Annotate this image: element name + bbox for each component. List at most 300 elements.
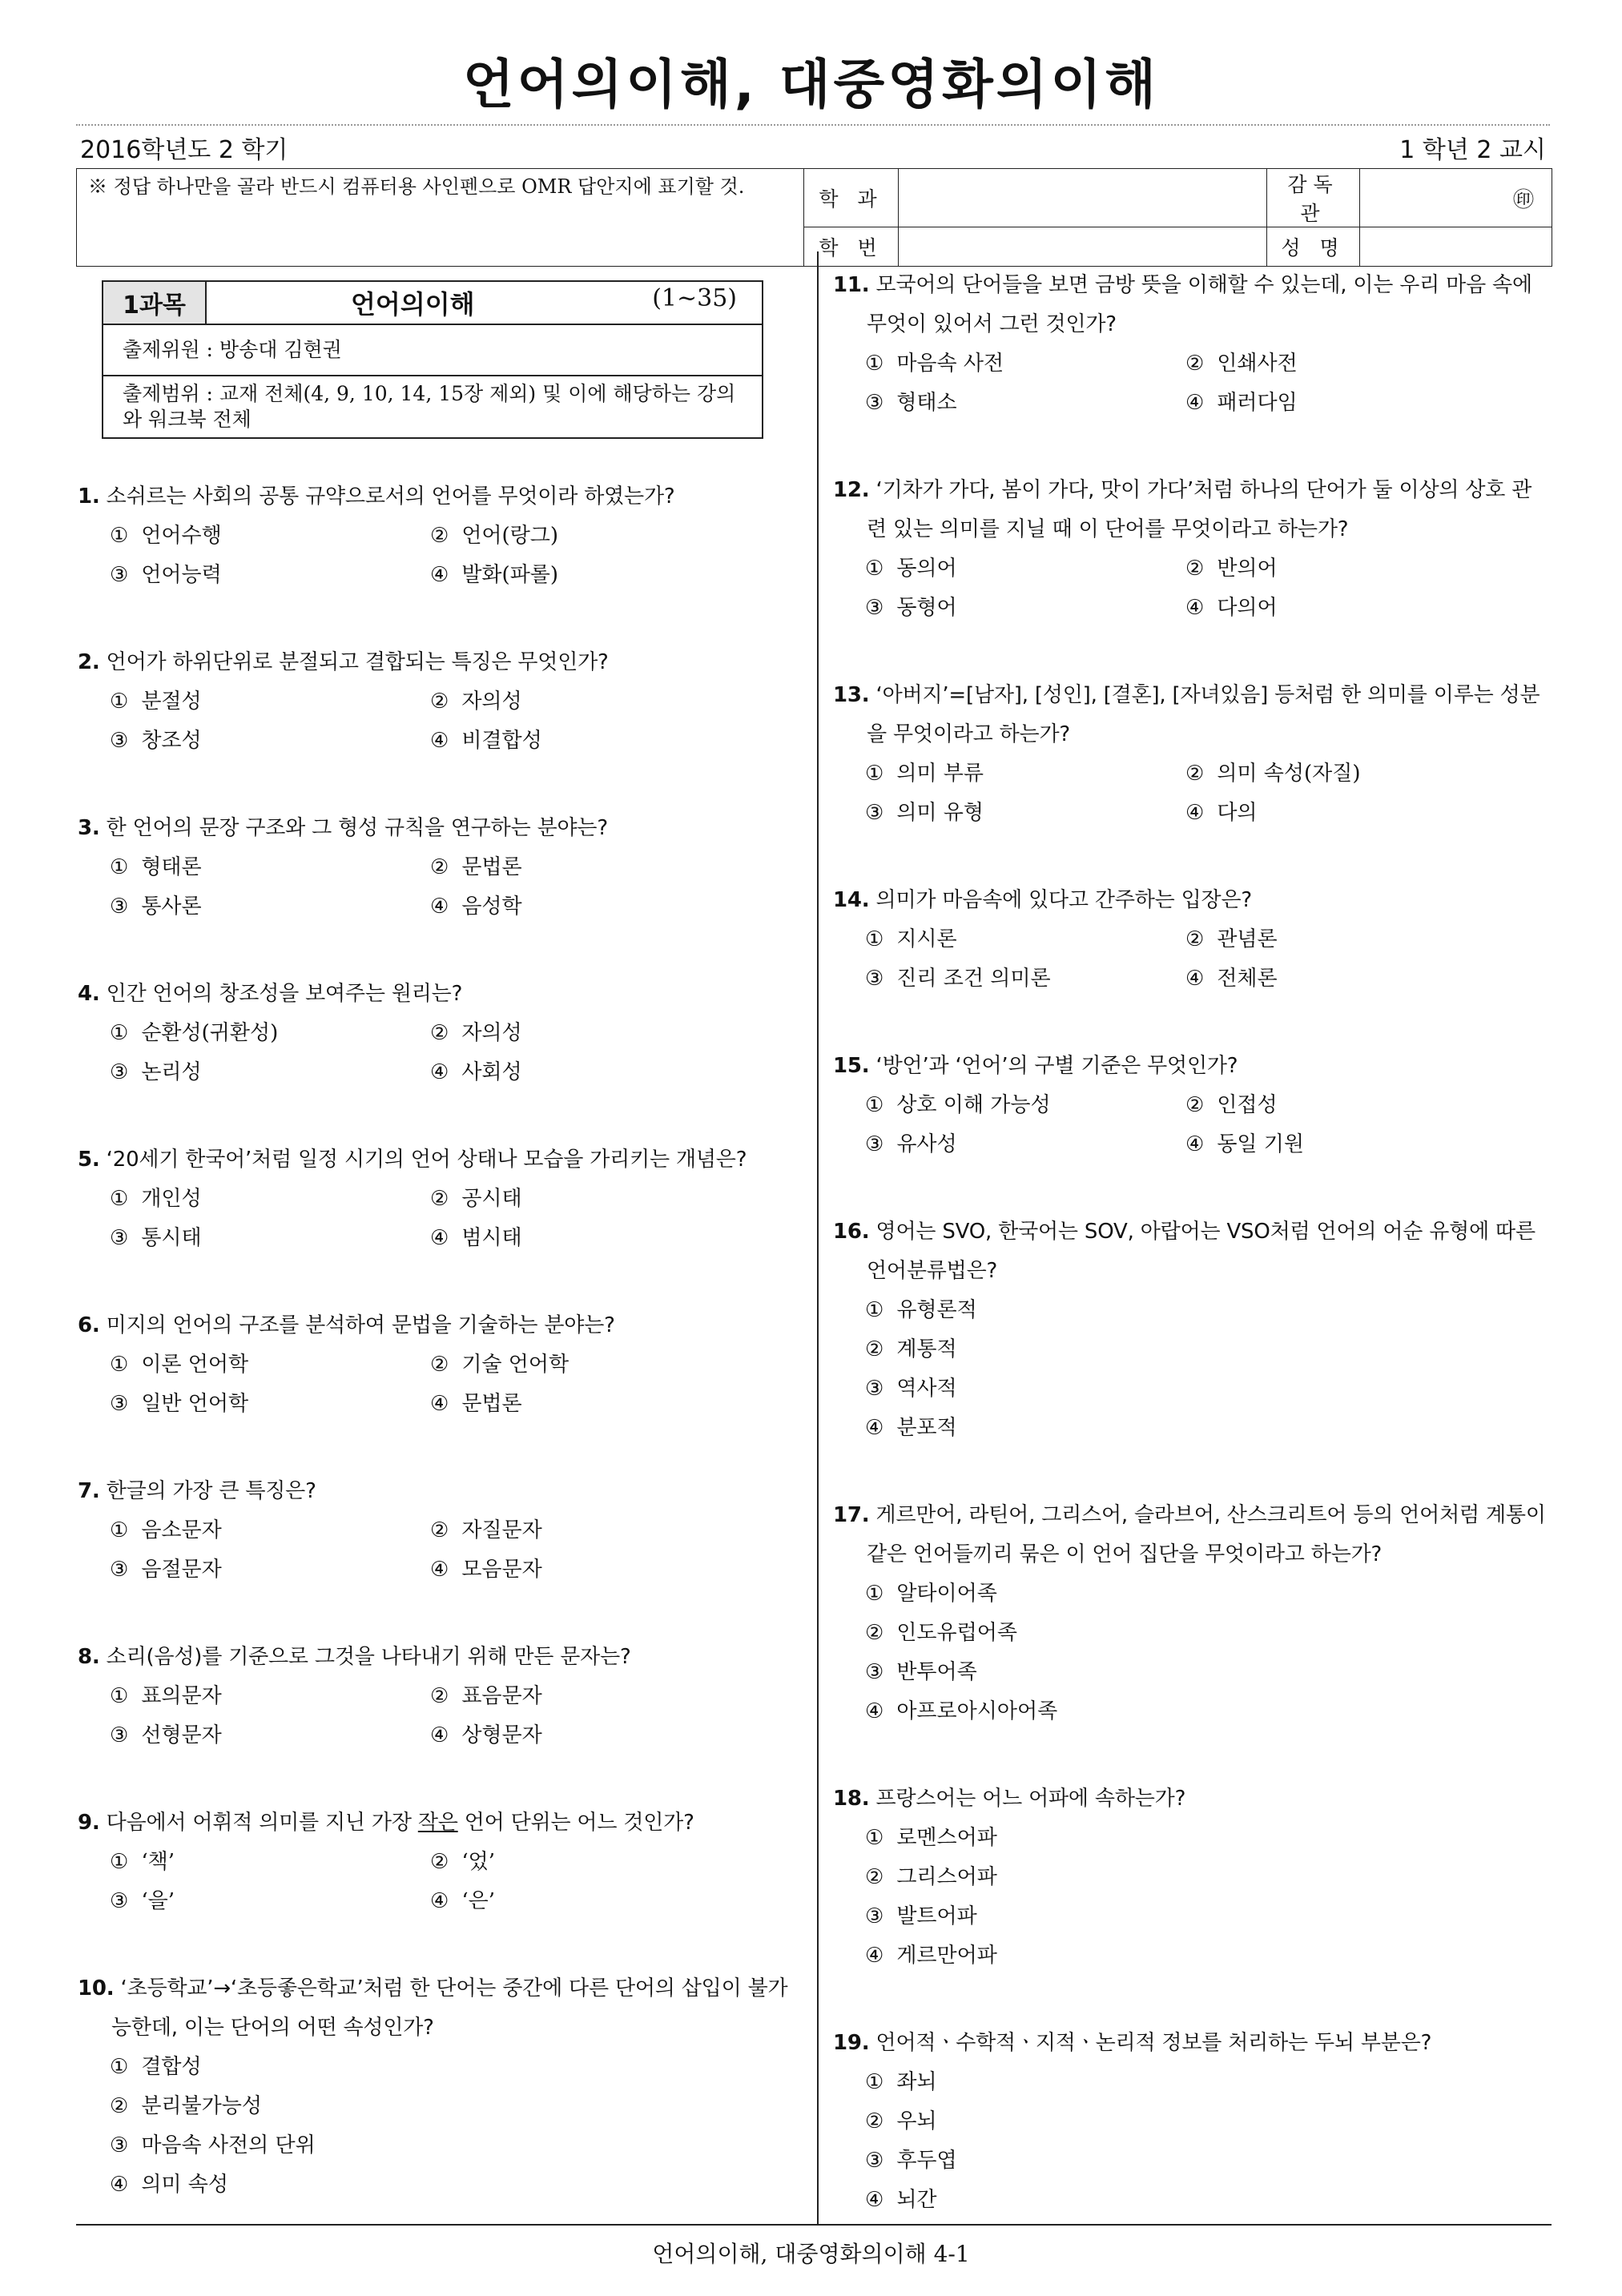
answer-option[interactable] [430, 1511, 751, 1550]
option-marker: ④ [1185, 967, 1205, 991]
option-text: 범시태 [461, 1226, 522, 1250]
option-text: 패러다임 [1217, 391, 1298, 415]
question-text: ‘기차가 가다, 봄이 가다, 맛이 가다’처럼 하나의 단어가 둘 이상의 상호 관련 있는 의미를 지닐 때 이 단어를 무엇이라고 하는가? [867, 478, 1532, 541]
option-text: 그리스어파 [896, 1865, 997, 1889]
option-marker: ③ [865, 596, 884, 620]
option-text: ‘을’ [141, 1889, 175, 1913]
option-text: 우뇌 [896, 2109, 937, 2133]
question-item [78, 1969, 799, 2205]
question-item [833, 676, 1550, 833]
question-item [833, 1496, 1550, 1731]
name-label: 성 명 [1267, 227, 1360, 267]
subject-box [102, 280, 763, 439]
answer-options [833, 920, 1550, 999]
answer-option[interactable] [1185, 754, 1506, 794]
option-marker: ③ [110, 1889, 129, 1913]
student-id-field[interactable] [899, 227, 1267, 267]
option-marker: ④ [430, 1558, 449, 1582]
answer-options [78, 1014, 799, 1092]
question-text: 언어가 하위단위로 분절되고 결합되는 특징은 무엇인가? [106, 650, 609, 674]
answer-option[interactable] [865, 1614, 1346, 1653]
subject-scope: 출제범위 : 교재 전체(4, 9, 10, 14, 15장 제외) 및 이에 해당하는 강의와 워크북 전체 [103, 376, 763, 438]
option-text: 동일 기원 [1217, 1132, 1305, 1156]
option-marker: ① [865, 2070, 884, 2094]
option-text: 언어수행 [141, 524, 222, 548]
answer-option[interactable] [430, 517, 751, 556]
answer-option[interactable] [110, 1843, 430, 1882]
option-text: 통사론 [141, 895, 202, 919]
answer-option[interactable] [865, 2102, 1346, 2141]
option-text: ‘책’ [141, 1850, 175, 1874]
question-text: 의미가 마음속에 있다고 간주하는 입장은? [875, 888, 1252, 912]
option-text: 좌뇌 [896, 2070, 937, 2094]
option-text: 형태론 [141, 855, 202, 879]
answer-option[interactable] [865, 2141, 1346, 2181]
option-text: 사회성 [461, 1060, 522, 1084]
answer-options [78, 1180, 799, 1258]
option-text: 문법론 [461, 855, 522, 879]
question-stem [833, 266, 1550, 344]
question-item [78, 1472, 799, 1590]
option-text: 동형어 [896, 596, 957, 620]
option-marker: ② [430, 1850, 449, 1874]
question-number: 17. [833, 1503, 870, 1527]
option-marker: ④ [865, 1944, 884, 1968]
answer-option[interactable] [110, 1219, 430, 1258]
answer-option[interactable] [110, 1014, 430, 1053]
question-number: 19. [833, 2031, 870, 2055]
question-stem [78, 1472, 799, 1511]
option-marker: ④ [1185, 391, 1205, 415]
option-marker: ② [430, 1187, 449, 1211]
option-marker: ③ [865, 801, 884, 825]
question-item [78, 1803, 799, 1921]
option-text: 계통적 [896, 1337, 957, 1361]
answer-option[interactable] [110, 2048, 590, 2087]
answer-option[interactable] [110, 2126, 590, 2165]
option-marker: ③ [110, 1723, 129, 1747]
option-text: 분포적 [896, 1416, 957, 1440]
answer-option[interactable] [110, 1550, 430, 1590]
option-marker: ④ [430, 1060, 449, 1084]
answer-option[interactable] [1185, 920, 1506, 959]
question-stem [78, 1306, 799, 1345]
question-item [78, 975, 799, 1092]
answer-option[interactable] [1185, 344, 1506, 384]
answer-option[interactable] [865, 1897, 1346, 1936]
answer-option[interactable] [430, 682, 751, 722]
answer-option[interactable] [1185, 549, 1506, 589]
answer-options [833, 754, 1550, 833]
option-text: 의미 부류 [896, 762, 984, 786]
answer-option[interactable] [865, 794, 1185, 833]
answer-option[interactable] [110, 1677, 430, 1716]
answer-option[interactable] [865, 2063, 1346, 2102]
option-text: 표음문자 [461, 1684, 542, 1708]
question-number: 8. [78, 1645, 100, 1669]
option-marker: ④ [430, 1226, 449, 1250]
right-column [833, 266, 1550, 2268]
answer-option[interactable] [110, 722, 430, 761]
answer-option[interactable] [865, 959, 1185, 999]
answer-options [78, 1677, 799, 1755]
answer-option[interactable] [1185, 1125, 1506, 1164]
question-stem [78, 477, 799, 517]
answer-options [78, 682, 799, 761]
answer-option[interactable] [865, 1858, 1346, 1897]
option-text: 음성학 [461, 895, 522, 919]
question-item [78, 1638, 799, 1755]
answer-options [78, 1511, 799, 1590]
option-text: 관념론 [1217, 927, 1278, 951]
option-text: 공시태 [461, 1187, 522, 1211]
option-marker: ③ [865, 1660, 884, 1684]
answer-option[interactable] [865, 1936, 1346, 1976]
answer-option[interactable] [430, 1180, 751, 1219]
question-item [833, 881, 1550, 999]
option-text: 상호 이해 가능성 [896, 1093, 1051, 1117]
question-stem [833, 1212, 1550, 1291]
question-item [833, 1212, 1550, 1448]
answer-options [833, 1086, 1550, 1164]
option-marker: ① [110, 1850, 129, 1874]
option-text: 인쇄사전 [1217, 352, 1298, 376]
option-marker: ② [1185, 557, 1205, 581]
answer-option[interactable] [865, 1086, 1185, 1125]
question-stem [78, 1638, 799, 1677]
answer-option[interactable] [430, 1843, 751, 1882]
question-number: 3. [78, 816, 100, 840]
answer-option[interactable] [110, 1053, 430, 1092]
option-text: 언어능력 [141, 563, 222, 587]
option-text: 창조성 [141, 729, 202, 753]
answer-option[interactable] [1185, 589, 1506, 628]
answer-option[interactable] [865, 1409, 1346, 1448]
option-marker: ④ [865, 2188, 884, 2212]
column-divider [817, 251, 819, 2226]
option-marker: ③ [110, 1060, 129, 1084]
option-text: 알타이어족 [896, 1582, 997, 1606]
question-text: 미지의 언어의 구조를 분석하여 문법을 기술하는 분야는? [106, 1313, 615, 1337]
omr-notice: ※ 정답 하나만을 골라 반드시 컴퓨터용 사인펜으로 OMR 답안지에 표기할 것. [77, 169, 804, 267]
option-marker: ③ [865, 391, 884, 415]
question-number: 9. [78, 1811, 100, 1835]
answer-option[interactable] [1185, 384, 1506, 423]
answer-option[interactable] [865, 2181, 1346, 2220]
option-text: 반투어족 [896, 1660, 977, 1684]
option-marker: ④ [1185, 801, 1205, 825]
answer-options [78, 848, 799, 927]
option-marker: ④ [430, 1889, 449, 1913]
answer-option[interactable] [430, 1550, 751, 1590]
answer-options [833, 549, 1550, 628]
option-text: 게르만어파 [896, 1944, 997, 1968]
answer-option[interactable] [110, 682, 430, 722]
question-text: ‘초등학교’→‘초등좋은학교’처럼 한 단어는 중간에 다른 단어의 삽입이 불가능한데, 이는 단어의 어떤 속성인가? [111, 1976, 788, 2040]
question-stem [833, 1779, 1550, 1819]
answer-option[interactable] [1185, 1086, 1506, 1125]
question-stem [833, 1047, 1550, 1086]
question-text: 소리(음성)를 기준으로 그것을 나타내기 위해 만든 문자는? [106, 1645, 631, 1669]
answer-option[interactable] [110, 1385, 430, 1424]
question-text: ‘20세기 한국어’처럼 일정 시기의 언어 상태나 모습을 가리키는 개념은? [106, 1148, 747, 1172]
question-text: 게르만어, 라틴어, 그리스어, 슬라브어, 산스크리트어 등의 언어처럼 계통이 같은 언어들끼리 묶은 이 언어 집단을 무엇이라고 하는가? [867, 1503, 1546, 1566]
dept-label: 학 과 [804, 169, 899, 227]
answer-options [833, 344, 1550, 423]
option-marker: ① [110, 2055, 129, 2079]
option-marker: ① [865, 1582, 884, 1606]
option-marker: ② [865, 1865, 884, 1889]
option-text: 통시태 [141, 1226, 202, 1250]
answer-option[interactable] [110, 2087, 590, 2126]
student-info-table [76, 168, 1552, 267]
option-text: 분리불가능성 [141, 2094, 263, 2118]
option-text: 문법론 [461, 1392, 522, 1416]
answer-options [833, 1819, 1550, 1976]
question-text: 한글의 가장 큰 특징은? [106, 1479, 316, 1503]
option-text: 자질문자 [461, 1518, 542, 1542]
answer-option[interactable] [865, 1291, 1346, 1330]
option-text: 발트어파 [896, 1904, 977, 1928]
question-number: 18. [833, 1787, 870, 1811]
question-number: 14. [833, 888, 870, 912]
answer-option[interactable] [430, 1219, 751, 1258]
question-number: 12. [833, 478, 870, 502]
answer-option[interactable] [1185, 794, 1506, 833]
question-number: 2. [78, 650, 100, 674]
answer-options [833, 2063, 1550, 2220]
option-marker: ① [865, 1298, 884, 1322]
exam-title: 언어의이해, 대중영화의이해 [462, 54, 1160, 115]
option-text: 자의성 [461, 690, 522, 714]
question-item [78, 809, 799, 927]
option-marker: ④ [1185, 1132, 1205, 1156]
question-number: 4. [78, 982, 100, 1006]
option-marker: ② [1185, 352, 1205, 376]
answer-option[interactable] [110, 1180, 430, 1219]
option-text: 역사적 [896, 1377, 957, 1401]
left-column [78, 264, 799, 2253]
answer-option[interactable] [865, 920, 1185, 959]
answer-options [78, 517, 799, 595]
answer-option[interactable] [865, 1653, 1346, 1692]
option-text: 로멘스어파 [896, 1826, 997, 1850]
option-marker: ③ [110, 895, 129, 919]
question-item [833, 471, 1550, 628]
option-marker: ① [110, 855, 129, 879]
subject-examiner: 출제위원 : 방송대 김현권 [103, 324, 763, 376]
question-number: 7. [78, 1479, 100, 1503]
option-marker: ④ [110, 2173, 129, 2197]
answer-option[interactable] [110, 1882, 430, 1921]
option-text: 마음속 사전 [896, 352, 1004, 376]
answer-option[interactable] [110, 2165, 590, 2205]
option-text: 뇌간 [896, 2188, 937, 2212]
answer-option[interactable] [865, 589, 1185, 628]
subject-range: (1~35) [652, 284, 737, 312]
option-marker: ③ [110, 1392, 129, 1416]
option-text: 유형론적 [896, 1298, 977, 1322]
option-marker: ② [1185, 762, 1205, 786]
answer-option[interactable] [430, 887, 751, 927]
option-marker: ① [110, 1021, 129, 1045]
option-marker: ④ [1185, 596, 1205, 620]
answer-option[interactable] [430, 1882, 751, 1921]
question-stem [78, 1140, 799, 1180]
option-marker: ② [110, 2094, 129, 2118]
option-marker: ② [865, 1337, 884, 1361]
option-marker: ① [110, 1684, 129, 1708]
option-marker: ① [865, 352, 884, 376]
answer-option[interactable] [865, 1692, 1346, 1731]
option-marker: ① [865, 927, 884, 951]
option-marker: ④ [865, 1699, 884, 1723]
answer-option[interactable] [430, 1716, 751, 1755]
option-text: 이론 언어학 [141, 1353, 249, 1377]
question-number: 10. [78, 1976, 115, 2000]
answer-option[interactable] [865, 1369, 1346, 1409]
option-text: 반의어 [1217, 557, 1278, 581]
answer-option[interactable] [110, 517, 430, 556]
answer-option[interactable] [430, 848, 751, 887]
option-text: 분절성 [141, 690, 202, 714]
option-marker: ④ [430, 729, 449, 753]
option-marker: ③ [110, 563, 129, 587]
answer-option[interactable] [110, 556, 430, 595]
question-item [78, 1140, 799, 1258]
answer-option[interactable] [430, 1677, 751, 1716]
supervisor-label: 감독관 [1267, 169, 1360, 227]
answer-option[interactable] [865, 754, 1185, 794]
answer-option[interactable] [865, 1125, 1185, 1164]
option-text: 다의 [1217, 801, 1258, 825]
option-text: 후두엽 [896, 2149, 957, 2173]
option-marker: ③ [110, 729, 129, 753]
answer-option[interactable] [865, 344, 1185, 384]
question-stem [78, 809, 799, 848]
option-text: 인도유럽어족 [896, 1621, 1018, 1645]
answer-option[interactable] [430, 1053, 751, 1092]
option-text: 비결합성 [461, 729, 542, 753]
question-item [833, 2024, 1550, 2220]
grade-period: 1 학년 2 교시 [1399, 136, 1546, 164]
answer-option[interactable] [110, 848, 430, 887]
answer-option[interactable] [865, 384, 1185, 423]
option-text: 인접성 [1217, 1093, 1278, 1117]
answer-option[interactable] [865, 549, 1185, 589]
option-text: 선형문자 [141, 1723, 222, 1747]
option-text: 전체론 [1217, 967, 1278, 991]
option-marker: ② [430, 1518, 449, 1542]
answer-option[interactable] [110, 1345, 430, 1385]
dept-field[interactable] [899, 169, 1267, 227]
question-text: 인간 언어의 창조성을 보여주는 원리는? [106, 982, 463, 1006]
option-marker: ③ [110, 2133, 129, 2157]
option-text: 형태소 [896, 391, 957, 415]
option-text: 아프로아시아어족 [896, 1699, 1058, 1723]
answer-option[interactable] [110, 887, 430, 927]
option-marker: ② [1185, 927, 1205, 951]
answer-option[interactable] [430, 556, 751, 595]
option-marker: ① [110, 524, 129, 548]
option-marker: ① [110, 1187, 129, 1211]
option-marker: ① [865, 1093, 884, 1117]
option-marker: ② [430, 690, 449, 714]
option-marker: ② [430, 1684, 449, 1708]
option-marker: ② [865, 2109, 884, 2133]
option-text: 일반 언어학 [141, 1392, 249, 1416]
question-stem [833, 1496, 1550, 1574]
answer-option[interactable] [430, 1385, 751, 1424]
option-text: 동의어 [896, 557, 957, 581]
option-marker: ① [865, 762, 884, 786]
option-marker: ④ [430, 563, 449, 587]
question-text: 언어 단위는 어느 것인가? [457, 1811, 694, 1835]
option-marker: ② [430, 1353, 449, 1377]
answer-option[interactable] [430, 722, 751, 761]
option-text: 개인성 [141, 1187, 202, 1211]
option-marker: ③ [110, 1226, 129, 1250]
option-marker: ③ [865, 967, 884, 991]
answer-option[interactable] [110, 1511, 430, 1550]
question-stem [78, 1969, 799, 2048]
student-id-label: 학 번 [804, 227, 899, 267]
answer-option[interactable] [865, 1819, 1346, 1858]
answer-option[interactable] [865, 1330, 1346, 1369]
answer-option[interactable] [430, 1014, 751, 1053]
question-number: 1. [78, 485, 100, 509]
option-marker: ① [865, 557, 884, 581]
option-text: 지시론 [896, 927, 957, 951]
answer-options [833, 1574, 1550, 1731]
option-marker: ② [430, 524, 449, 548]
option-marker: ① [865, 1826, 884, 1850]
name-field[interactable] [1360, 227, 1552, 267]
question-text: ‘아버지’=[남자], [성인], [결혼], [자녀있음] 등처럼 한 의미를 이루는 성분을 무엇이라고 하는가? [867, 683, 1540, 746]
answer-option[interactable] [865, 1574, 1346, 1614]
option-text: 순환성(귀환성) [141, 1021, 279, 1045]
option-marker: ② [865, 1621, 884, 1645]
subject-name: 언어의이해 [351, 289, 475, 320]
question-item [833, 266, 1550, 423]
question-item [833, 1047, 1550, 1164]
page-footer: 언어의이해, 대중영화의이해 4-1 [652, 2241, 970, 2267]
option-text: 음소문자 [141, 1518, 222, 1542]
option-text: 마음속 사전의 단위 [141, 2133, 316, 2157]
option-text: 논리성 [141, 1060, 202, 1084]
option-text: 발화(파롤) [461, 563, 559, 587]
supervisor-seal[interactable]: ㊞ [1360, 169, 1552, 227]
question-item [833, 1779, 1550, 1976]
subject-name-cell [206, 281, 763, 324]
option-marker: ③ [110, 1558, 129, 1582]
option-text: 의미 유형 [896, 801, 984, 825]
question-stem [78, 1803, 799, 1843]
option-text: ‘은’ [461, 1889, 495, 1913]
question-stem [78, 975, 799, 1014]
option-marker: ③ [865, 2149, 884, 2173]
answer-options [833, 1291, 1550, 1448]
option-marker: ③ [865, 1904, 884, 1928]
title-divider [76, 124, 1550, 126]
answer-option[interactable] [430, 1345, 751, 1385]
question-stem [833, 2024, 1550, 2063]
answer-option[interactable] [110, 1716, 430, 1755]
option-text: 언어(랑그) [461, 524, 559, 548]
option-text: 다의어 [1217, 596, 1278, 620]
answer-option[interactable] [1185, 959, 1506, 999]
question-text: 소쉬르는 사회의 공통 규약으로서의 언어를 무엇이라 하였는가? [106, 485, 675, 509]
